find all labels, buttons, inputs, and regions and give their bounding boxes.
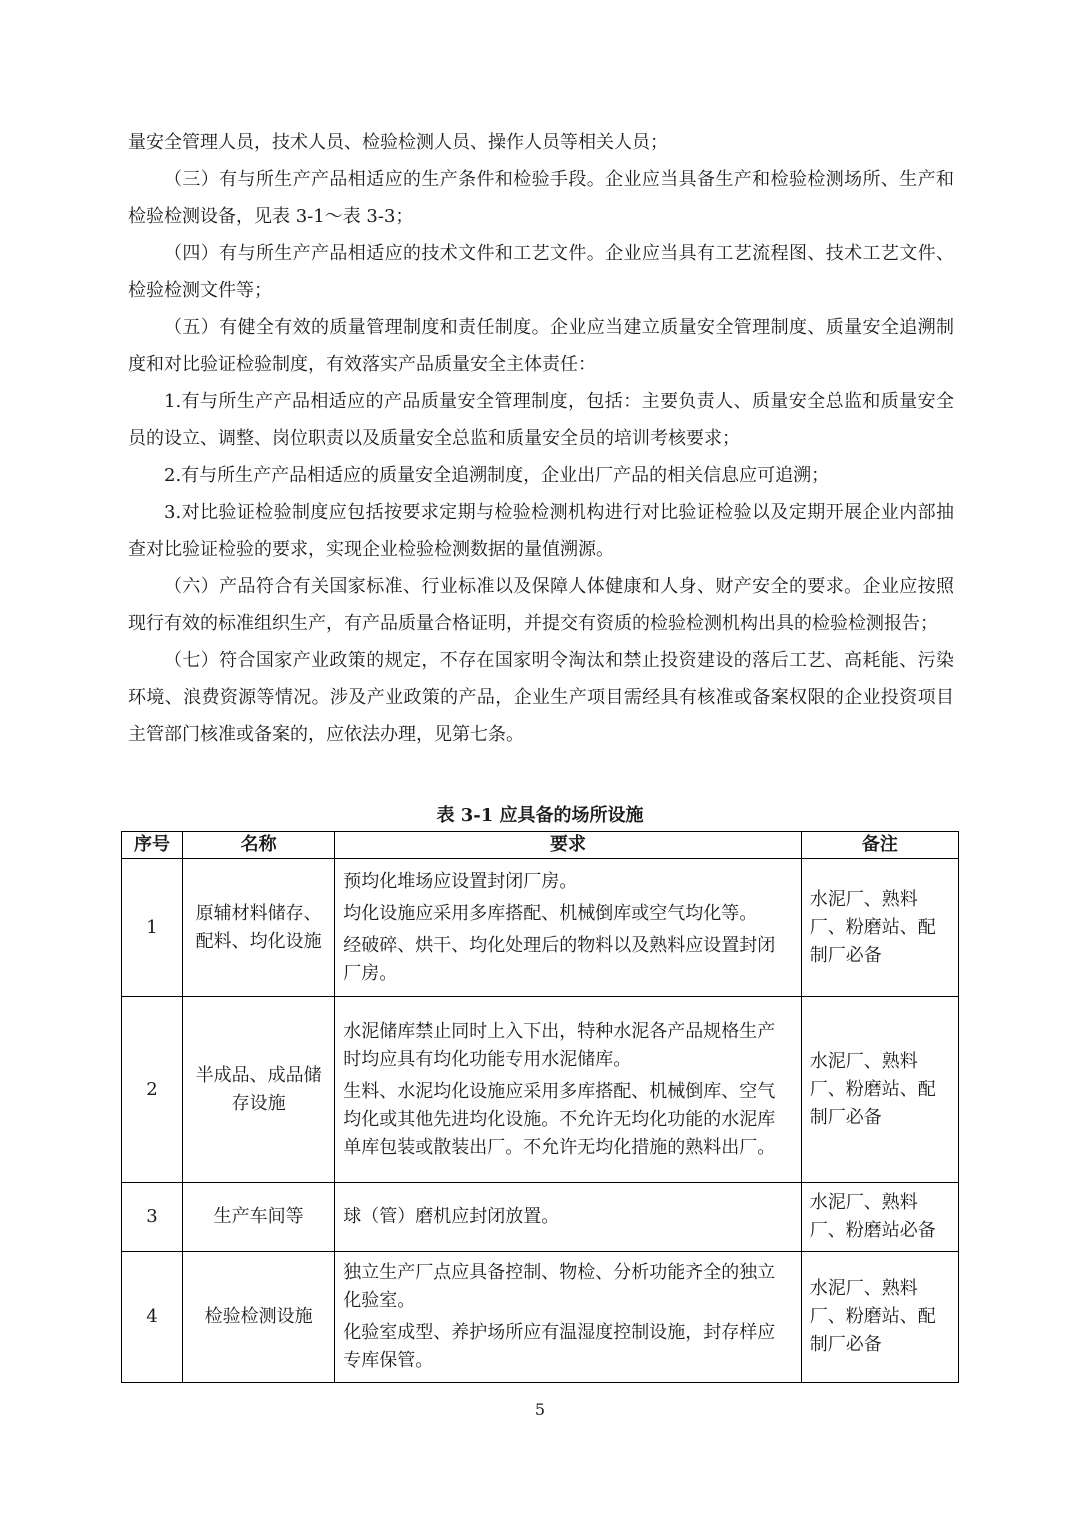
header-note: 备注 (801, 832, 958, 859)
facility-name: 半成品、成品储存设施 (183, 997, 335, 1183)
note-cell: 水泥厂、熟料厂、粉磨站、配制厂必备 (801, 1252, 958, 1383)
requirement-cell (335, 997, 802, 1183)
facility-name: 生产车间等 (183, 1183, 335, 1252)
facility-name: 检验检测设施 (183, 1252, 335, 1383)
row-number: 4 (122, 1252, 183, 1383)
table-header-row (122, 832, 959, 859)
requirement-cell (335, 1183, 802, 1252)
paragraph: 量安全管理人员，技术人员、检验检测人员、操作人员等相关人员； (128, 132, 668, 153)
note-cell: 水泥厂、熟料厂、粉磨站、配制厂必备 (801, 859, 958, 997)
requirement-item: 化验室成型、养护场所应有温湿度控制设施，封存样应专库保管。 (343, 1322, 776, 1371)
requirement-item: 生料、水泥均化设施应采用多库搭配、机械倒库、空气均化或其他先进均化设施。不允许无均化功能的水泥库单库包装或散装出厂。不允许无均化措施的熟料出厂。 (343, 1080, 776, 1158)
table-row (122, 859, 959, 997)
row-number: 3 (122, 1183, 183, 1252)
requirement-item: 经破碎、烘干、均化处理后的物料以及熟料应设置封闭厂房。 (343, 934, 776, 984)
table-row (122, 1183, 959, 1252)
paragraph: （五）有健全有效的质量管理制度和责任制度。企业应当建立质量安全管理制度、质量安全追溯制度和对比验证检验制度，有效落实产品质量安全主体责任： (128, 317, 954, 375)
requirement-item: 水泥储库禁止同时上入下出，特种水泥各产品规格生产时均应具有均化功能专用水泥储库。 (343, 1020, 776, 1070)
facilities-table (121, 831, 959, 1383)
paragraph: 2.有与所生产产品相适应的质量安全追溯制度，企业出厂产品的相关信息应可追溯； (164, 465, 830, 486)
header-requirements: 要求 (335, 832, 802, 859)
body-text (128, 124, 954, 753)
table-row (122, 997, 959, 1183)
page-number: 5 (534, 1400, 546, 1419)
paragraph: （七）符合国家产业政策的规定，不存在国家明令淘汰和禁止投资建设的落后工艺、高耗能、污染环境、浪费资源等情况。涉及产业政策的产品，企业生产项目需经具有核准或备案权限的企业投资项目主管部门核准或备案的，应依法办理，见第七条。 (128, 650, 954, 745)
requirement-cell (335, 1252, 802, 1383)
header-name: 名称 (183, 832, 335, 859)
note-cell: 水泥厂、熟料厂、粉磨站必备 (801, 1183, 958, 1252)
requirement-item: 预均化堆场应设置封闭厂房。 (343, 870, 578, 892)
requirement-item: 均化设施应采用多库搭配、机械倒库或空气均化等。 (343, 902, 758, 924)
requirement-item: 球（管）磨机应封闭放置。 (343, 1206, 560, 1227)
requirement-item: 独立生产厂点应具备控制、物检、分析功能齐全的独立化验室。 (343, 1262, 776, 1311)
row-number: 1 (122, 859, 183, 997)
paragraph: 1.有与所生产产品相适应的产品质量安全管理制度，包括：主要负责人、质量安全总监和质量安全员的设立、调整、岗位职责以及质量安全总监和质量安全员的培训考核要求； (128, 391, 954, 449)
paragraph: 3.对比验证检验制度应包括按要求定期与检验检测机构进行对比验证检验以及定期开展企业内部抽查对比验证检验的要求，实现企业检验检测数据的量值溯源。 (128, 502, 954, 560)
paragraph: （六）产品符合有关国家标准、行业标准以及保障人体健康和人身、财产安全的要求。企业应按照现行有效的标准组织生产，有产品质量合格证明，并提交有资质的检验检测机构出具的检验检测报告； (128, 576, 954, 634)
note-cell: 水泥厂、熟料厂、粉磨站、配制厂必备 (801, 997, 958, 1183)
requirement-cell (335, 859, 802, 997)
paragraph: （四）有与所生产产品相适应的技术文件和工艺文件。企业应当具有工艺流程图、技术工艺文件、检验检测文件等； (128, 243, 954, 301)
paragraph: （三）有与所生产产品相适应的生产条件和检验手段。企业应当具备生产和检验检测场所、生产和检验检测设备，见表 3-1～表 3-3； (128, 169, 954, 227)
table-caption: 表 3-1 应具备的场所设施 (436, 805, 644, 826)
header-no: 序号 (122, 832, 183, 859)
table-row (122, 1252, 959, 1383)
row-number: 2 (122, 997, 183, 1183)
facility-name: 原辅材料储存、配料、均化设施 (183, 859, 335, 997)
